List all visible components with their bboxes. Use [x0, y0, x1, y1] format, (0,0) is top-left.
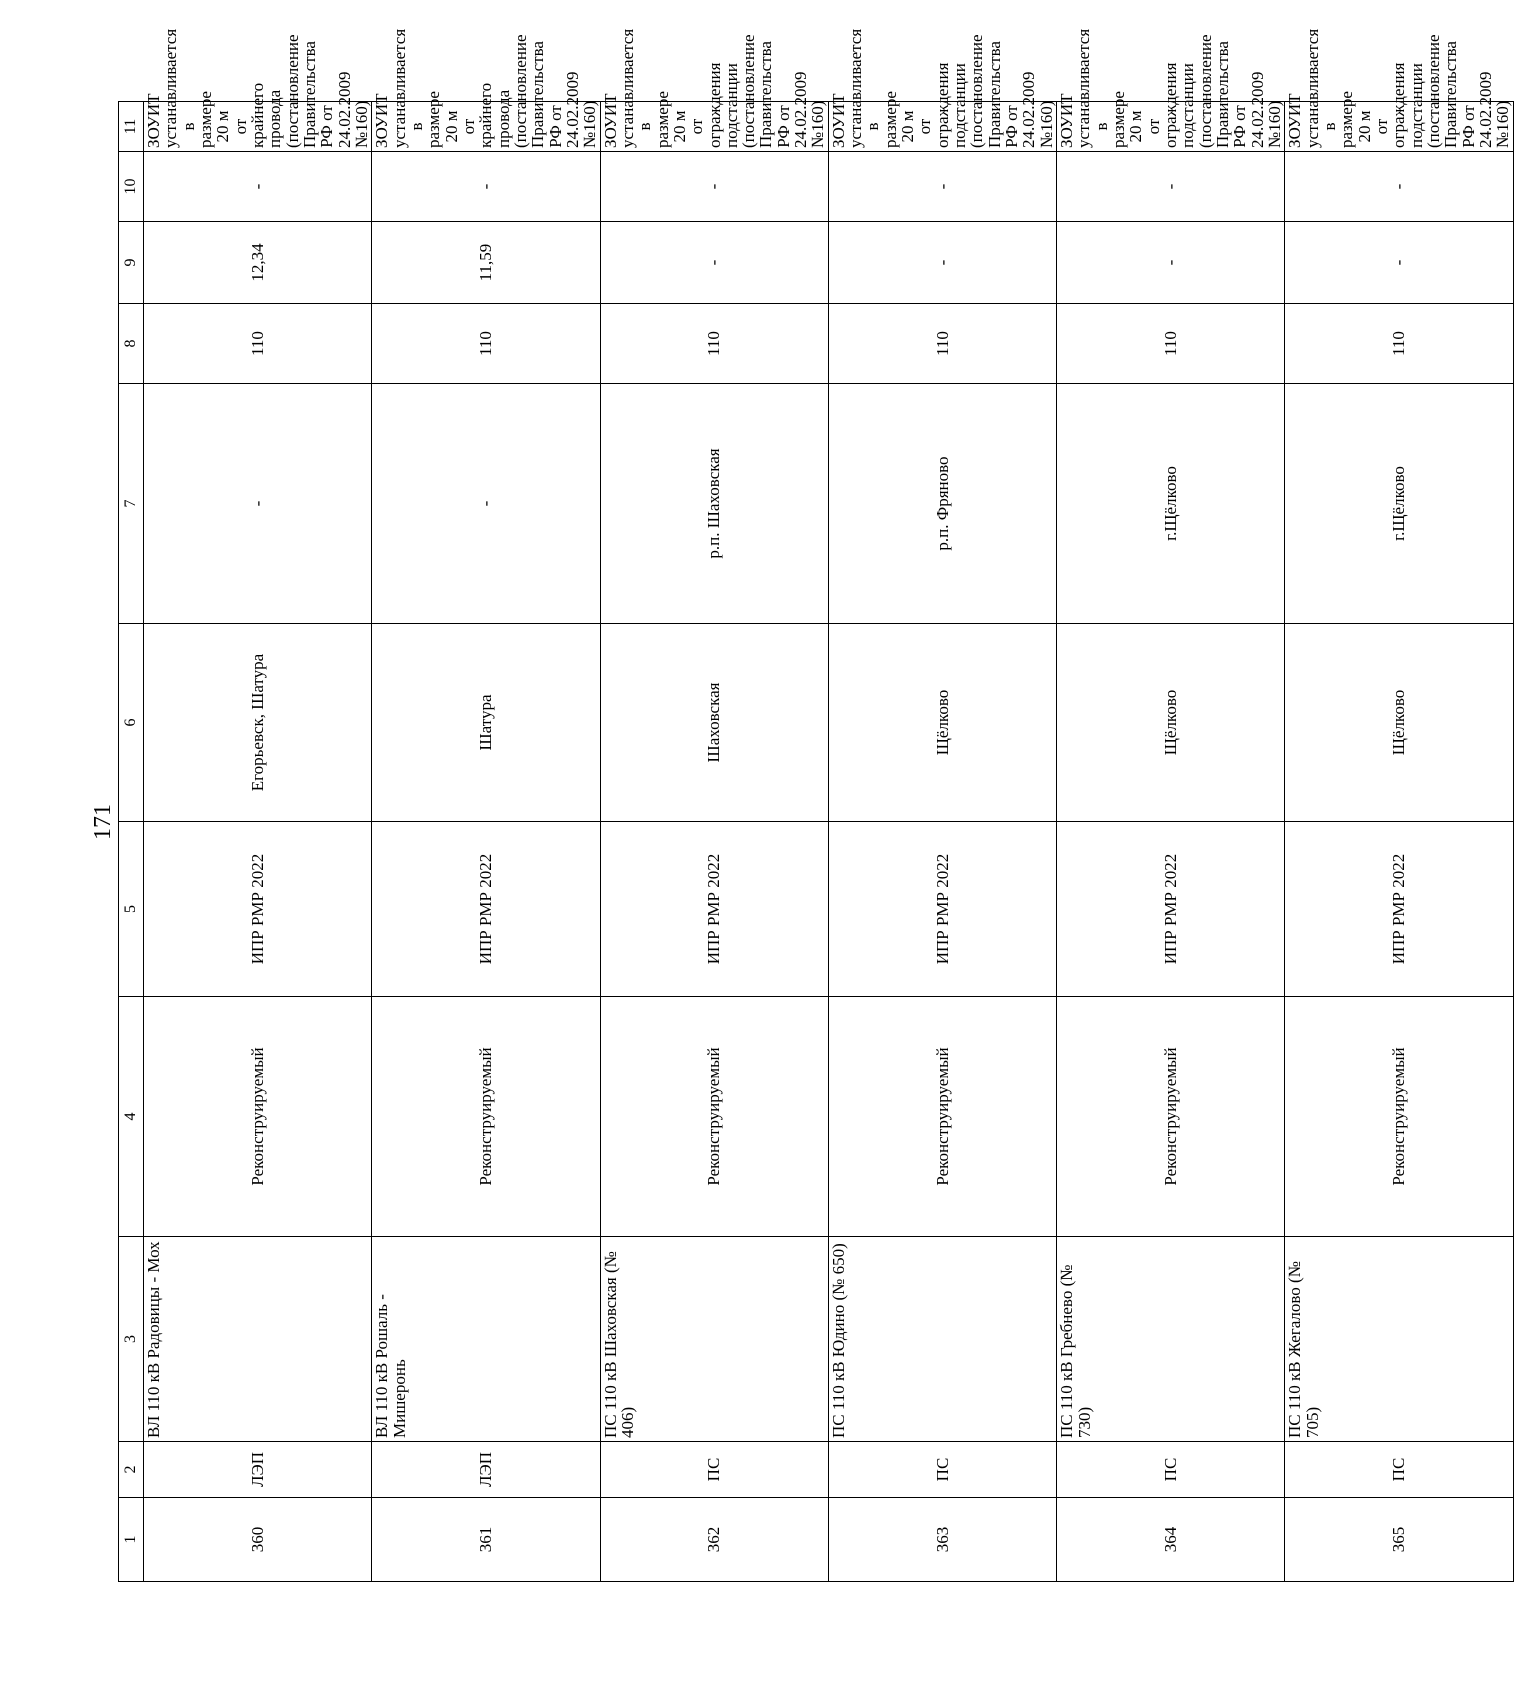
object-col10: -	[600, 152, 828, 222]
row-number: 363	[828, 1498, 1056, 1582]
object-voltage: 110	[1285, 304, 1513, 384]
table-row	[828, 102, 1056, 1582]
object-district: Шаховская	[600, 624, 828, 822]
object-type: ПС	[1285, 1442, 1513, 1498]
header-col-7: 7	[119, 384, 144, 624]
row-number: 365	[1285, 1498, 1513, 1582]
header-col-5: 5	[119, 822, 144, 997]
object-district: Щёлково	[1057, 624, 1285, 822]
object-settlement: г.Щёлково	[1057, 384, 1285, 624]
object-status: Реконструируемый	[1285, 997, 1513, 1237]
object-status: Реконструируемый	[828, 997, 1056, 1237]
object-voltage: 110	[144, 304, 372, 384]
object-note: ЗОУИТ устанавливается в размере 20 м от ограждения подстанции (постановление Правительства РФ от 24.02.2009 №160)	[1057, 102, 1285, 152]
object-settlement: -	[144, 384, 372, 624]
object-length: -	[600, 222, 828, 304]
header-col-11: 11	[119, 102, 144, 152]
object-program: ИПР РМР 2022	[828, 822, 1056, 997]
header-col-6: 6	[119, 624, 144, 822]
table-row	[600, 102, 828, 1582]
object-type: ЛЭП	[372, 1442, 600, 1498]
object-settlement: -	[372, 384, 600, 624]
table-row	[144, 102, 372, 1582]
object-name: ПС 110 кВ Гребнево (№ 730)	[1057, 1237, 1285, 1442]
object-status: Реконструируемый	[144, 997, 372, 1237]
object-name: ПС 110 кВ Шаховская (№ 406)	[600, 1237, 828, 1442]
page-number: 171	[90, 804, 116, 840]
object-voltage: 110	[372, 304, 600, 384]
object-district: Щёлково	[1285, 624, 1513, 822]
object-length: -	[1285, 222, 1513, 304]
object-length: -	[828, 222, 1056, 304]
object-program: ИПР РМР 2022	[372, 822, 600, 997]
object-status: Реконструируемый	[600, 997, 828, 1237]
object-col10: -	[1057, 152, 1285, 222]
header-col-9: 9	[119, 222, 144, 304]
object-status: Реконструируемый	[372, 997, 600, 1237]
header-col-1: 1	[119, 1498, 144, 1582]
object-program: ИПР РМР 2022	[1285, 822, 1513, 997]
row-number: 364	[1057, 1498, 1285, 1582]
header-col-3: 3	[119, 1237, 144, 1442]
object-type: ЛЭП	[144, 1442, 372, 1498]
object-name: ВЛ 110 кВ Радовицы - Мох	[144, 1237, 372, 1442]
object-voltage: 110	[600, 304, 828, 384]
object-type: ПС	[600, 1442, 828, 1498]
object-name: ВЛ 110 кВ Рошаль - Мишеронь	[372, 1237, 600, 1442]
object-settlement: г.Щёлково	[1285, 384, 1513, 624]
header-col-2: 2	[119, 1442, 144, 1498]
table-row	[1285, 102, 1513, 1582]
object-settlement: р.п. Фряново	[828, 384, 1056, 624]
object-note: ЗОУИТ устанавливается в размере 20 м от крайнего провода (постановление Правительства РФ от 24.02.2009 №160)	[372, 102, 600, 152]
object-voltage: 110	[1057, 304, 1285, 384]
object-program: ИПР РМР 2022	[1057, 822, 1285, 997]
table-row	[1057, 102, 1285, 1582]
object-type: ПС	[1057, 1442, 1285, 1498]
object-type: ПС	[828, 1442, 1056, 1498]
header-col-4: 4	[119, 997, 144, 1237]
object-district: Щёлково	[828, 624, 1056, 822]
object-length: 11,59	[372, 222, 600, 304]
object-length: 12,34	[144, 222, 372, 304]
objects-table	[118, 28, 1514, 1582]
object-district: Егорьевск, Шатура	[144, 624, 372, 822]
object-col10: -	[144, 152, 372, 222]
row-number: 360	[144, 1498, 372, 1582]
object-col10: -	[828, 152, 1056, 222]
row-number: 362	[600, 1498, 828, 1582]
object-voltage: 110	[828, 304, 1056, 384]
object-program: ИПР РМР 2022	[144, 822, 372, 997]
object-length: -	[1057, 222, 1285, 304]
object-note: ЗОУИТ устанавливается в размере 20 м от крайнего провода (постановление Правительства РФ от 24.02.2009 №160)	[144, 102, 372, 152]
object-note: ЗОУИТ устанавливается в размере 20 м от ограждения подстанции (постановление Правительства РФ от 24.02.2009 №160)	[600, 102, 828, 152]
header-col-10: 10	[119, 152, 144, 222]
object-note: ЗОУИТ устанавливается в размере 20 м от ограждения подстанции (постановление Правительства РФ от 24.02.2009 №160)	[1285, 102, 1513, 152]
object-name: ПС 110 кВ Юдино (№ 650)	[828, 1237, 1056, 1442]
object-note: ЗОУИТ устанавливается в размере 20 м от ограждения подстанции (постановление Правительства РФ от 24.02.2009 №160)	[828, 102, 1056, 152]
object-settlement: р.п. Шаховская	[600, 384, 828, 624]
table-row	[372, 102, 600, 1582]
object-status: Реконструируемый	[1057, 997, 1285, 1237]
row-number: 361	[372, 1498, 600, 1582]
object-program: ИПР РМР 2022	[600, 822, 828, 997]
table-header-row	[119, 102, 144, 1582]
object-district: Шатура	[372, 624, 600, 822]
object-name: ПС 110 кВ Жегалово (№ 705)	[1285, 1237, 1513, 1442]
header-col-8: 8	[119, 304, 144, 384]
object-col10: -	[1285, 152, 1513, 222]
table-container	[118, 28, 1513, 1582]
object-col10: -	[372, 152, 600, 222]
